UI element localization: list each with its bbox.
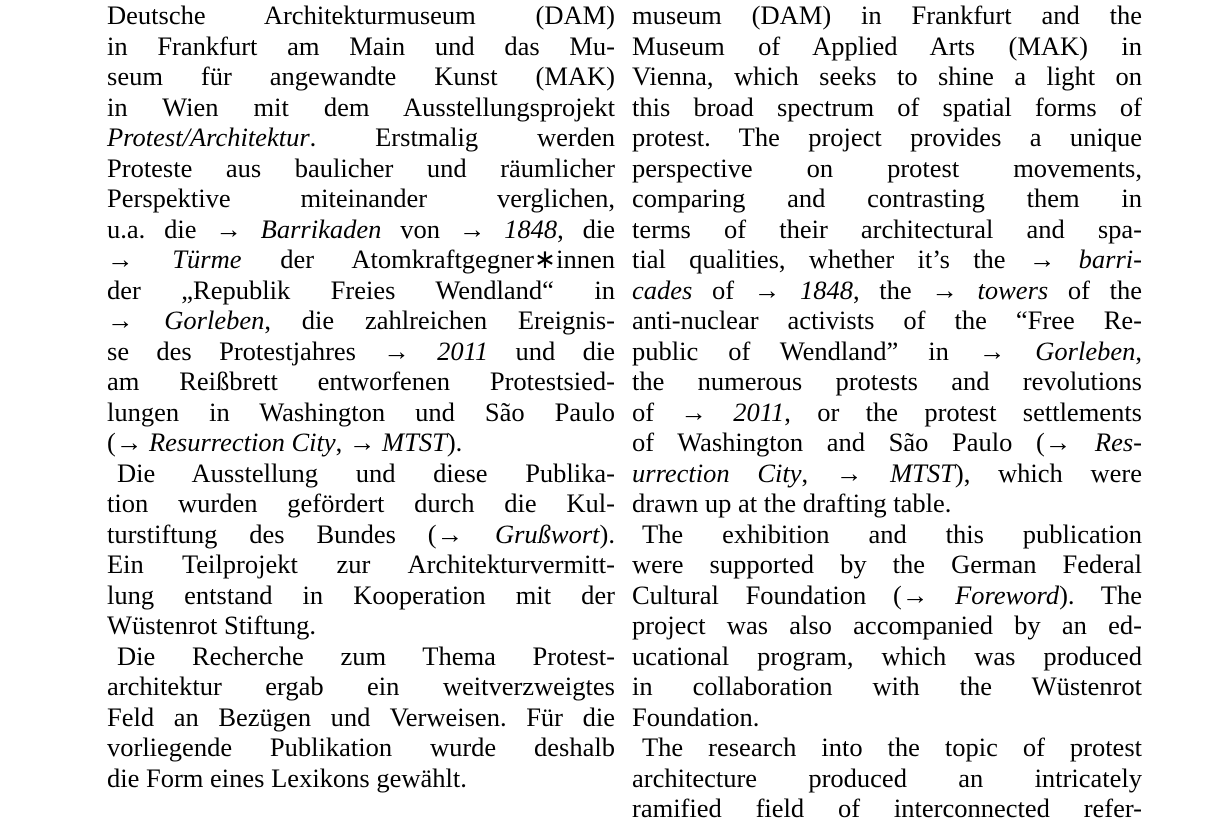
text-segment: of → (632, 396, 734, 427)
text-segment: museum (DAM) in Frankfurt and the (632, 0, 1142, 30)
english-text-column (632, 0, 1142, 824)
italic-reference: MTST (382, 427, 447, 457)
italic-reference: Grußwort (494, 518, 600, 549)
text-line (632, 488, 1142, 519)
text-line (632, 732, 1142, 763)
german-text-column (107, 0, 615, 793)
text-segment: ), which were (954, 457, 1142, 488)
text-segment: , or the protest settlements (784, 396, 1142, 427)
text-segment: Wüstenrot Stiftung. (107, 610, 317, 640)
text-segment: vorliegende Publikation wurde deshalb (107, 732, 615, 762)
text-line (107, 763, 615, 794)
text-segment: → (107, 244, 173, 274)
italic-reference: Resurrection City (148, 427, 336, 457)
text-line (632, 458, 1142, 489)
text-segment: , (1135, 335, 1142, 366)
text-line (632, 427, 1142, 458)
text-line (107, 732, 615, 763)
text-line (632, 244, 1142, 275)
text-line (632, 214, 1142, 245)
text-segment: , die zahlreichen Ereignis- (264, 305, 616, 335)
text-line (107, 702, 615, 733)
text-segment: . Erstmalig werden (309, 122, 615, 152)
text-line (632, 366, 1142, 397)
text-segment: Deutsche Architekturmuseum (DAM) (107, 0, 615, 30)
text-segment: of the (1048, 274, 1143, 305)
text-line (107, 92, 615, 123)
text-segment: tial qualities, whether it’s the → (632, 244, 1079, 274)
text-line (632, 397, 1142, 428)
text-segment: ). (599, 518, 615, 549)
text-segment: in Frankfurt am Main und das Mu- (107, 30, 615, 61)
text-line (632, 671, 1142, 702)
text-line (107, 31, 615, 62)
text-line (107, 641, 615, 672)
text-line (632, 336, 1142, 367)
text-line (107, 427, 615, 458)
text-line (107, 244, 615, 275)
text-segment: → (107, 305, 165, 335)
text-segment: u.a. die → (107, 213, 261, 244)
text-segment: protest. The project provides a unique (632, 122, 1142, 152)
text-segment: Proteste aus baulicher und räumlicher (107, 152, 615, 183)
text-line (632, 702, 1142, 733)
text-segment: the numerous protests and revolutions (632, 366, 1142, 396)
text-segment: Feld an Bezügen und Verweisen. Für die (107, 701, 615, 732)
text-segment: seum für angewandte Kunst (MAK) (107, 61, 615, 91)
text-segment: (→ (107, 427, 149, 457)
text-line (632, 580, 1142, 611)
text-line (632, 610, 1142, 641)
italic-reference: 1848 (504, 213, 558, 244)
text-line (107, 61, 615, 92)
text-segment: of Washington and São Paulo (→ (632, 427, 1095, 457)
text-segment: tion wurden gefördert durch die Kul- (107, 488, 615, 518)
text-segment: , → (335, 427, 383, 457)
text-line (632, 122, 1142, 153)
text-segment: lung entstand in Kooperation mit der (107, 579, 615, 610)
text-segment: of → (692, 274, 800, 305)
text-segment: ramified field of interconnected refer- (632, 793, 1142, 823)
text-segment: Foundation. (632, 701, 760, 732)
text-segment: anti-nuclear activists of the “Free Re- (632, 305, 1142, 335)
text-line (107, 397, 615, 428)
text-segment: , → (801, 457, 891, 488)
italic-reference: Foreword (955, 579, 1060, 610)
text-segment: terms of their architectural and spa- (632, 213, 1142, 244)
italic-reference: cades (632, 274, 693, 305)
text-line (107, 122, 615, 153)
text-segment: Cultural Foundation (→ (632, 579, 956, 610)
text-line (632, 0, 1142, 31)
text-segment: Perspektive miteinander verglichen, (107, 183, 615, 213)
text-segment: public of Wendland” in → (632, 335, 1036, 366)
text-line (632, 183, 1142, 214)
text-line (107, 0, 615, 31)
text-line (107, 305, 615, 336)
text-line (632, 305, 1142, 336)
text-line (107, 488, 615, 519)
text-segment: von → (381, 213, 505, 244)
text-line (632, 763, 1142, 794)
text-line (632, 92, 1142, 123)
text-line (632, 275, 1142, 306)
text-segment: und die (488, 335, 615, 366)
text-line (107, 580, 615, 611)
italic-reference: towers (977, 274, 1049, 305)
text-segment: comparing and contrasting them in (632, 183, 1142, 213)
text-segment: in Wien mit dem Ausstellungsprojekt (107, 91, 615, 122)
text-line (107, 214, 615, 245)
text-segment: The exhibition and this publication (642, 518, 1142, 549)
text-segment: The research into the topic of protest (642, 732, 1142, 762)
text-line (107, 153, 615, 184)
text-segment: project was also accompanied by an ed- (632, 610, 1142, 640)
text-segment: ucational program, which was produced (632, 640, 1142, 671)
italic-reference: Barrikaden (260, 213, 382, 244)
text-segment: die Form eines Lexikons gewählt. (107, 762, 467, 793)
italic-reference: Protest/Architektur (107, 122, 310, 152)
italic-reference: barri- (1078, 244, 1142, 274)
text-line (107, 671, 615, 702)
text-segment: am Reißbrett entworfenen Protestsied- (107, 366, 615, 396)
text-line (107, 549, 615, 580)
text-segment: ). The (1059, 579, 1142, 610)
text-segment: this broad spectrum of spatial forms of (632, 91, 1142, 122)
text-segment: Die Recherche zum Thema Protest- (117, 640, 615, 671)
text-segment: turstiftung des Bundes (→ (107, 518, 495, 549)
text-line (107, 183, 615, 214)
text-segment: lungen in Washington und São Paulo (107, 396, 615, 427)
italic-reference: Türme (172, 244, 242, 274)
italic-reference: 2011 (733, 396, 785, 427)
text-segment: architecture produced an intricately (632, 762, 1142, 793)
text-segment: , die (557, 213, 615, 244)
text-segment: drawn up at the drafting table. (632, 488, 952, 518)
text-segment: ). (446, 427, 463, 457)
text-segment: Die Ausstellung und diese Publika- (117, 457, 615, 488)
italic-reference: Res- (1094, 427, 1142, 457)
italic-reference: MTST (890, 457, 955, 488)
text-segment: se des Protestjahres → (107, 335, 438, 366)
text-segment: Museum of Applied Arts (MAK) in (632, 30, 1142, 61)
text-line (107, 610, 615, 641)
italic-reference: urrection City (632, 457, 802, 488)
text-line (107, 275, 615, 306)
italic-reference: Gorleben (1035, 335, 1136, 366)
italic-reference: 2011 (437, 335, 489, 366)
text-segment: perspective on protest movements, (632, 152, 1142, 183)
text-line (107, 336, 615, 367)
text-segment: Vienna, which seeks to shine a light on (632, 61, 1142, 91)
text-line (632, 549, 1142, 580)
text-line (632, 519, 1142, 550)
text-line (632, 61, 1142, 92)
text-line (107, 458, 615, 489)
text-line (632, 641, 1142, 672)
text-segment: architektur ergab ein weitverzweigtes (107, 671, 615, 701)
text-line (107, 519, 615, 550)
text-line (632, 153, 1142, 184)
text-segment: in collaboration with the Wüstenrot (632, 671, 1142, 701)
text-segment: der Atomkraftgegner∗innen (241, 244, 615, 274)
text-segment: , the → (852, 274, 978, 305)
italic-reference: 1848 (799, 274, 853, 305)
text-segment: Ein Teilprojekt zur Architekturvermitt- (107, 549, 615, 579)
text-line (632, 31, 1142, 62)
italic-reference: Gorleben (164, 305, 265, 335)
text-line (632, 793, 1142, 824)
text-segment: were supported by the German Federal (632, 549, 1142, 579)
text-line (107, 366, 615, 397)
text-segment: der „Republik Freies Wendland“ in (107, 274, 615, 305)
